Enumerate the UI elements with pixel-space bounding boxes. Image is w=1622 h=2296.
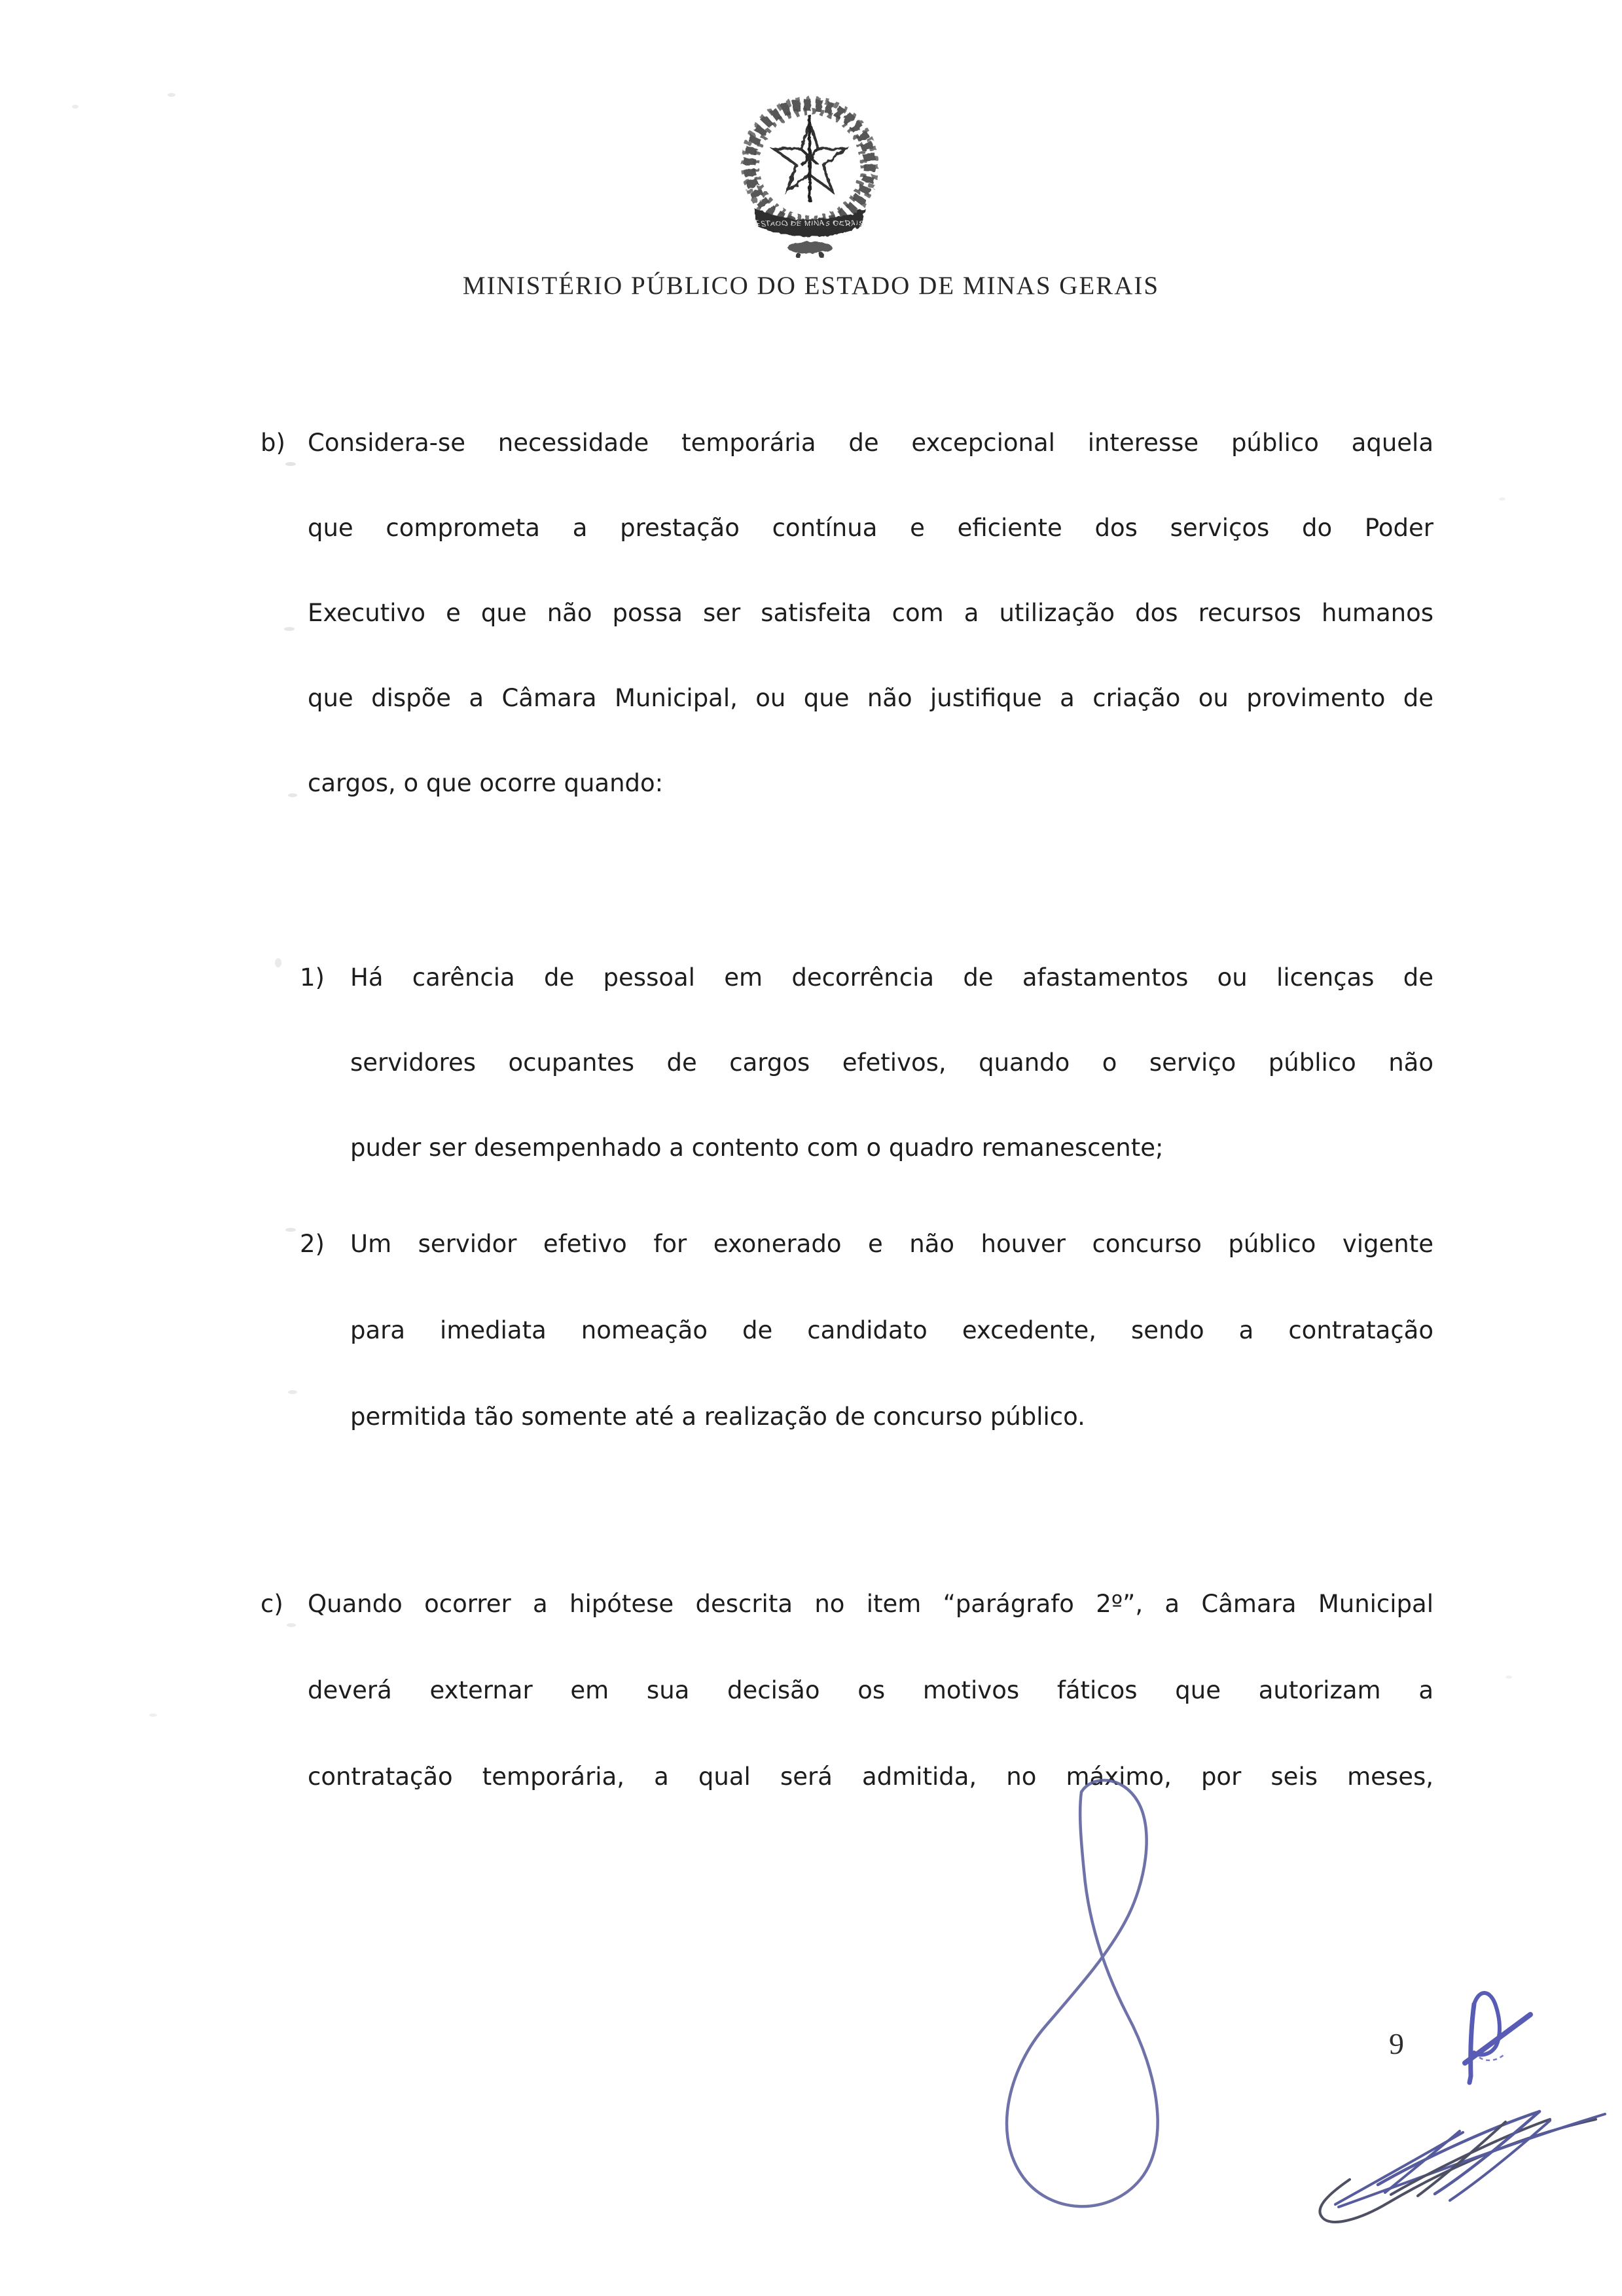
scan-speck — [287, 1623, 296, 1627]
text-line: Quando ocorrer a hipótese descrita no item “parágrafo 2º”, a Câmara Municipal — [308, 1590, 1433, 1618]
text-line: servidores ocupantes de cargos efetivos, quando o serviço público não — [350, 1049, 1433, 1077]
initial-paraph-mark — [1465, 1993, 1530, 2083]
text-line: puder ser desempenhado a contento com o quadro remanescente; — [350, 1134, 1164, 1162]
scan-speck — [288, 1390, 297, 1394]
scan-speck — [288, 793, 297, 797]
coat-of-arms-logo — [737, 92, 882, 258]
scan-speck — [275, 958, 281, 967]
scan-speck — [1505, 1676, 1512, 1679]
list-item-b — [261, 429, 1433, 854]
text-line: Executivo e que não possa ser satisfeita com a utilização dos recursos humanos — [308, 599, 1433, 627]
list-marker: b) — [261, 429, 285, 457]
list-item-2 — [300, 1230, 1433, 1489]
list-marker: c) — [261, 1590, 283, 1618]
list-marker: 2) — [300, 1230, 325, 1258]
page-number: 9 — [1389, 2027, 1404, 2060]
page-title: MINISTÉRIO PÚBLICO DO ESTADO DE MINAS GERAIS — [462, 272, 1160, 300]
scan-speck — [72, 105, 79, 109]
scroll-ornament — [787, 242, 832, 253]
text-line: Considera-se necessidade temporária de excepcional interesse público aquela — [308, 429, 1433, 457]
text-line: deverá externar em sua decisão os motivos fáticos que autorizam a — [308, 1676, 1433, 1704]
text-line: Um servidor efetivo for exonerado e não houver concurso público vigente — [350, 1230, 1433, 1258]
text-line: contratação temporária, a qual será admitida, no máximo, por seis meses, — [308, 1763, 1433, 1791]
scan-speck — [168, 93, 175, 97]
ribbon-banner-text: ESTADO DE MINAS GERAIS — [755, 220, 865, 228]
text-line: que comprometa a prestação contínua e eficiente dos serviços do Poder — [308, 514, 1433, 542]
scan-speck — [149, 1713, 157, 1717]
list-marker: 1) — [300, 963, 325, 992]
text-line: para imediata nomeação de candidato excedente, sendo a contratação — [350, 1316, 1433, 1344]
scan-speck — [1499, 497, 1505, 501]
scan-speck — [284, 627, 295, 631]
scan-speck — [285, 1228, 296, 1232]
text-line: cargos, o que ocorre quando: — [308, 769, 664, 797]
text-line: Há carência de pessoal em decorrência de afastamentos ou licenças de — [350, 963, 1433, 992]
list-item-1 — [300, 963, 1433, 1219]
scan-speck — [285, 462, 296, 466]
list-item-c — [261, 1590, 1433, 1849]
signature-scribble-mark — [1320, 2111, 1605, 2222]
text-line: permitida tão somente até a realização de concurso público. — [350, 1403, 1085, 1431]
text-line: que dispõe a Câmara Municipal, ou que não justifique a criação ou provimento de — [308, 684, 1433, 712]
